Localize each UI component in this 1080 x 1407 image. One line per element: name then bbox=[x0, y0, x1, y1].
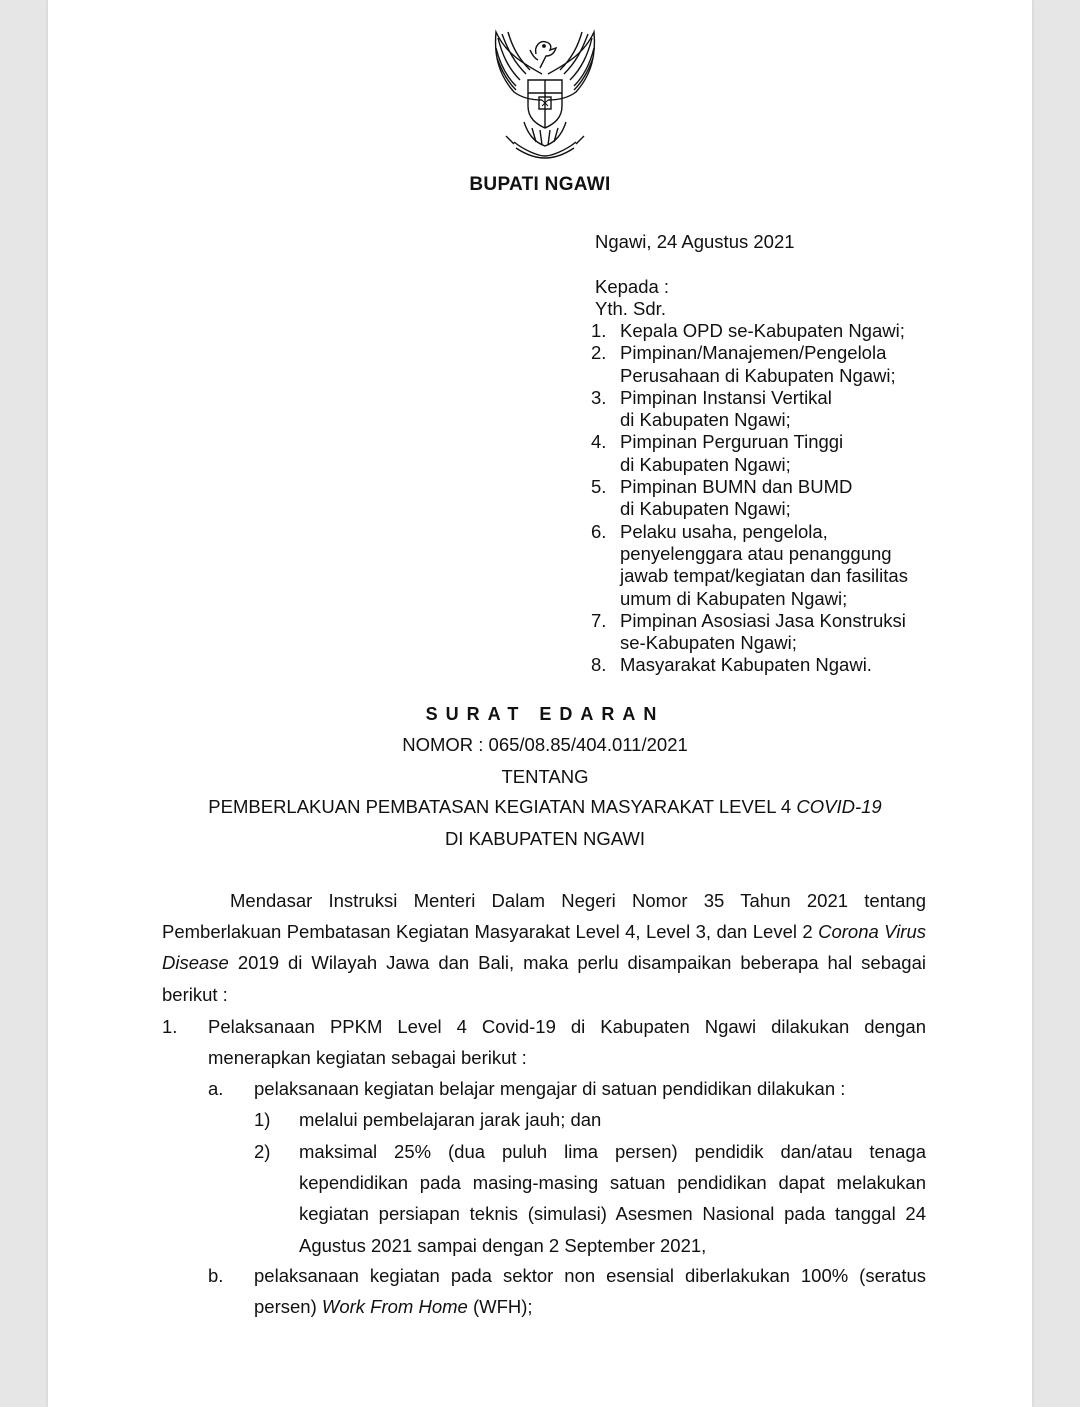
list-item-line: Pimpinan Asosiasi Jasa Konstruksi bbox=[620, 609, 906, 631]
item-b-text-a: pelaksanaan kegiatan pada sektor non esensial diberlakukan 100% (seratus persen) bbox=[254, 1265, 926, 1318]
item-b-text-b: (WFH); bbox=[467, 1296, 533, 1318]
list-item-number: 7. bbox=[591, 609, 607, 631]
list-item-line: Pimpinan Perguruan Tinggi bbox=[620, 431, 844, 453]
list-item-line: se-Kabupaten Ngawi; bbox=[620, 632, 797, 654]
list-item bbox=[591, 610, 951, 655]
list-item-line: di Kabupaten Ngawi; bbox=[620, 498, 791, 520]
list-item-line: penyelenggara atau penanggung bbox=[620, 542, 892, 564]
list-item-number: 6. bbox=[591, 520, 607, 542]
item-1-number: 1. bbox=[162, 1016, 178, 1037]
item-a2-marker: 2) bbox=[254, 1141, 271, 1162]
list-item bbox=[591, 476, 951, 521]
item-b-marker: b. bbox=[208, 1265, 224, 1286]
item-a-marker: a. bbox=[208, 1078, 224, 1099]
list-item-line: Perusahaan di Kabupaten Ngawi; bbox=[620, 364, 896, 386]
item-a1-text: melalui pembelajaran jarak jauh; dan bbox=[299, 1109, 602, 1130]
intro-text-a: Mendasar Instruksi Menteri Dalam Negeri Nomor 35 Tahun 2021 tentang Pemberlakuan Pembatasan Kegiatan Masyarakat Level 4, Level 3, dan Level 2 bbox=[162, 890, 926, 943]
list-item-line: Masyarakat Kabupaten Ngawi. bbox=[620, 654, 872, 676]
circular-number: NOMOR : 065/08.85/404.011/2021 bbox=[402, 734, 688, 755]
garuda-emblem-icon bbox=[484, 24, 606, 160]
list-item bbox=[591, 431, 951, 476]
list-item-line: Pimpinan Instansi Vertikal bbox=[620, 386, 832, 408]
item-a1-marker: 1) bbox=[254, 1109, 271, 1130]
list-item-line: Pimpinan BUMN dan BUMD bbox=[620, 476, 853, 498]
list-item-line: Kepala OPD se-Kabupaten Ngawi; bbox=[620, 320, 905, 341]
list-item-line: Pimpinan/Manajemen/Pengelola bbox=[620, 342, 887, 364]
subject-text: PEMBERLAKUAN PEMBATASAN KEGIATAN MASYARAKAT LEVEL 4 bbox=[208, 796, 797, 817]
list-item-number: 4. bbox=[591, 431, 607, 453]
list-item bbox=[591, 387, 951, 432]
recipient-list bbox=[591, 320, 951, 677]
letter-date: Ngawi, 24 Agustus 2021 bbox=[595, 231, 795, 252]
yth-label: Yth. Sdr. bbox=[595, 298, 666, 320]
list-item bbox=[591, 654, 951, 676]
item-a-text: pelaksanaan kegiatan belajar mengajar di satuan pendidikan dilakukan : bbox=[254, 1078, 846, 1099]
list-item bbox=[591, 320, 951, 342]
list-item-line: umum di Kabupaten Ngawi; bbox=[620, 587, 848, 609]
list-item bbox=[591, 521, 951, 610]
list-item-number: 8. bbox=[591, 654, 607, 676]
addressee-block bbox=[595, 276, 669, 321]
item-1-text: Pelaksanaan PPKM Level 4 Covid-19 di Kabupaten Ngawi dilakukan dengan menerapkan kegiatan sebagai berikut : bbox=[208, 1016, 926, 1069]
page-title: BUPATI NGAWI bbox=[469, 174, 611, 195]
list-item-line: di Kabupaten Ngawi; bbox=[620, 453, 791, 475]
circular-subject-line2: DI KABUPATEN NGAWI bbox=[444, 828, 646, 849]
subject-italic: COVID-19 bbox=[796, 796, 882, 817]
intro-text-b: 2019 di Wilayah Jawa dan Bali, maka perlu disampaikan beberapa hal sebagai berikut : bbox=[162, 952, 926, 1005]
list-item-line: Pelaku usaha, pengelola, bbox=[620, 520, 828, 542]
item-a2-text: maksimal 25% (dua puluh lima persen) pendidik dan/atau tenaga kependidikan pada masing-masing satuan pendidikan dapat melakukan kegiatan persiapan teknis (simulasi) Asesmen Nasional pada tanggal 24 Agustus 2021 sampai dengan 2 September 2021, bbox=[299, 1141, 926, 1256]
kepada-label: Kepada : bbox=[595, 276, 670, 297]
list-item bbox=[591, 342, 951, 387]
list-item-number: 2. bbox=[591, 342, 607, 364]
list-item-number: 3. bbox=[591, 386, 607, 408]
item-b-italic: Work From Home bbox=[321, 1296, 468, 1318]
list-item-number: 1. bbox=[591, 320, 607, 341]
tentang-label: TENTANG bbox=[501, 766, 589, 787]
intro-italic: Corona Virus Disease bbox=[162, 921, 927, 974]
list-item-line: jawab tempat/kegiatan dan fasilitas bbox=[620, 565, 908, 587]
circular-subject-line1 bbox=[0, 796, 1080, 818]
circular-label: SURAT EDARAN bbox=[425, 704, 665, 724]
item-b-text bbox=[254, 1260, 926, 1322]
list-item-number: 5. bbox=[591, 476, 607, 498]
intro-paragraph bbox=[162, 885, 926, 1010]
list-item-line: di Kabupaten Ngawi; bbox=[620, 409, 791, 431]
